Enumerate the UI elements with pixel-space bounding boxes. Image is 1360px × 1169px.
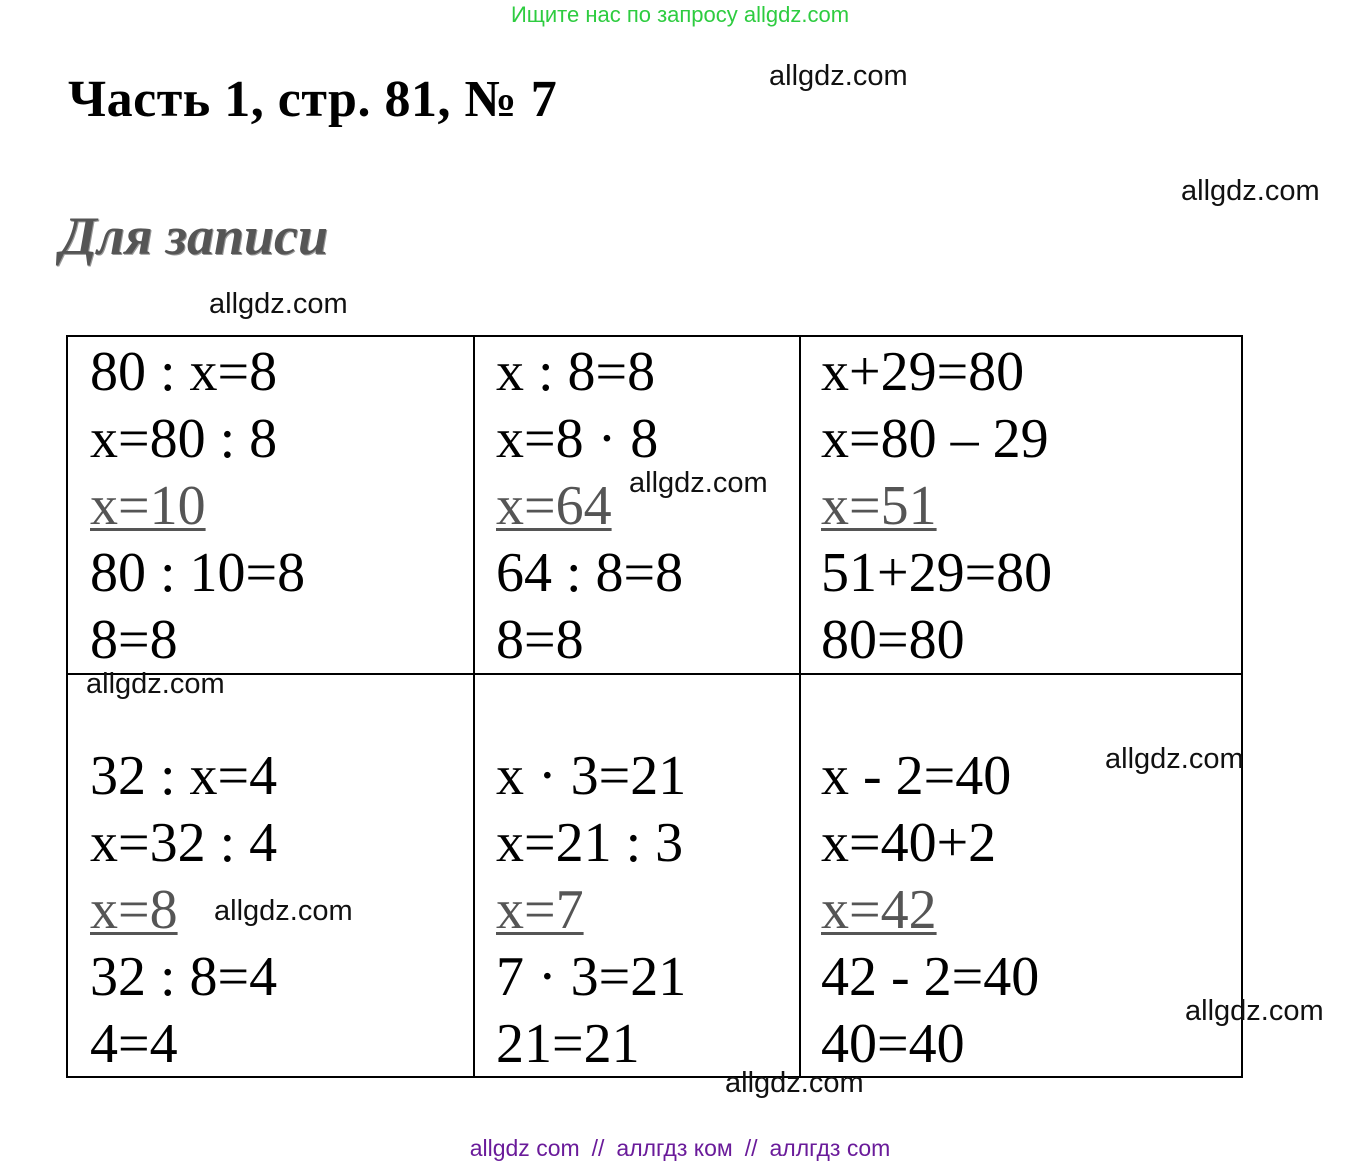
section-subtitle: Для записи (60, 206, 329, 266)
equation-line: 21=21 (496, 1013, 640, 1075)
equation-line: x+29=80 (821, 341, 1025, 403)
table-cell (821, 339, 1052, 674)
table-cell (496, 339, 683, 674)
watermark: allgdz.com (769, 60, 908, 92)
answer-text: x=10 (90, 475, 206, 537)
equation-line: x · 3=21 (496, 745, 687, 807)
equation-line: 80=80 (821, 609, 965, 671)
table-cell (90, 339, 305, 674)
equation-line: 8=8 (90, 609, 178, 671)
answer-line (496, 877, 686, 944)
footer-separator: // (744, 1135, 758, 1161)
table-cell (821, 743, 1039, 1078)
answer-text: x=51 (821, 475, 937, 537)
equations-table (66, 335, 1243, 1078)
answer-line (821, 473, 1052, 540)
footer-link[interactable]: аллгдз ком (616, 1135, 733, 1161)
column-divider (473, 337, 475, 1076)
equation-line: 32 : 8=4 (90, 946, 278, 1008)
page-title: Часть 1, стр. 81, № 7 (68, 71, 558, 128)
answer-text: x=42 (821, 879, 937, 941)
footer-link[interactable]: allgdz com (469, 1135, 580, 1161)
footer-link[interactable]: аллгдз com (769, 1135, 891, 1161)
watermark: allgdz.com (1185, 995, 1324, 1027)
footer-links (0, 1135, 1360, 1162)
table-cell (496, 743, 686, 1078)
equation-line: 51+29=80 (821, 542, 1053, 604)
equation-line: x=8 · 8 (496, 408, 659, 470)
answer-text: x=7 (496, 879, 584, 941)
watermark: allgdz.com (629, 467, 768, 499)
equation-line: 4=4 (90, 1013, 178, 1075)
answer-line (821, 877, 1039, 944)
watermark: allgdz.com (214, 895, 353, 927)
watermark: allgdz.com (1181, 175, 1320, 207)
top-banner[interactable]: Ищите нас по запросу allgdz.com (510, 2, 850, 27)
column-divider (799, 337, 801, 1076)
equation-line: x=21 : 3 (496, 812, 684, 874)
equation-line: 42 - 2=40 (821, 946, 1040, 1008)
equation-line: x : 8=8 (496, 341, 656, 403)
equation-line: 40=40 (821, 1013, 965, 1075)
answer-text: x=8 (90, 879, 178, 941)
equation-line: x - 2=40 (821, 745, 1012, 807)
equation-line: x=32 : 4 (90, 812, 278, 874)
watermark: allgdz.com (86, 668, 225, 700)
equation-line: 32 : x=4 (90, 745, 278, 807)
equation-line: 8=8 (496, 609, 584, 671)
equation-line: 80 : x=8 (90, 341, 278, 403)
watermark: allgdz.com (725, 1067, 864, 1099)
equation-line: 7 · 3=21 (496, 946, 687, 1008)
footer-separator: // (591, 1135, 605, 1161)
answer-line (90, 473, 305, 540)
watermark: allgdz.com (1105, 743, 1244, 775)
equation-line: x=40+2 (821, 812, 997, 874)
equation-line: 64 : 8=8 (496, 542, 684, 604)
equation-line: x=80 : 8 (90, 408, 278, 470)
watermark: allgdz.com (209, 288, 348, 320)
equation-line: 80 : 10=8 (90, 542, 306, 604)
answer-text: x=64 (496, 475, 612, 537)
equation-line: x=80 – 29 (821, 408, 1049, 470)
